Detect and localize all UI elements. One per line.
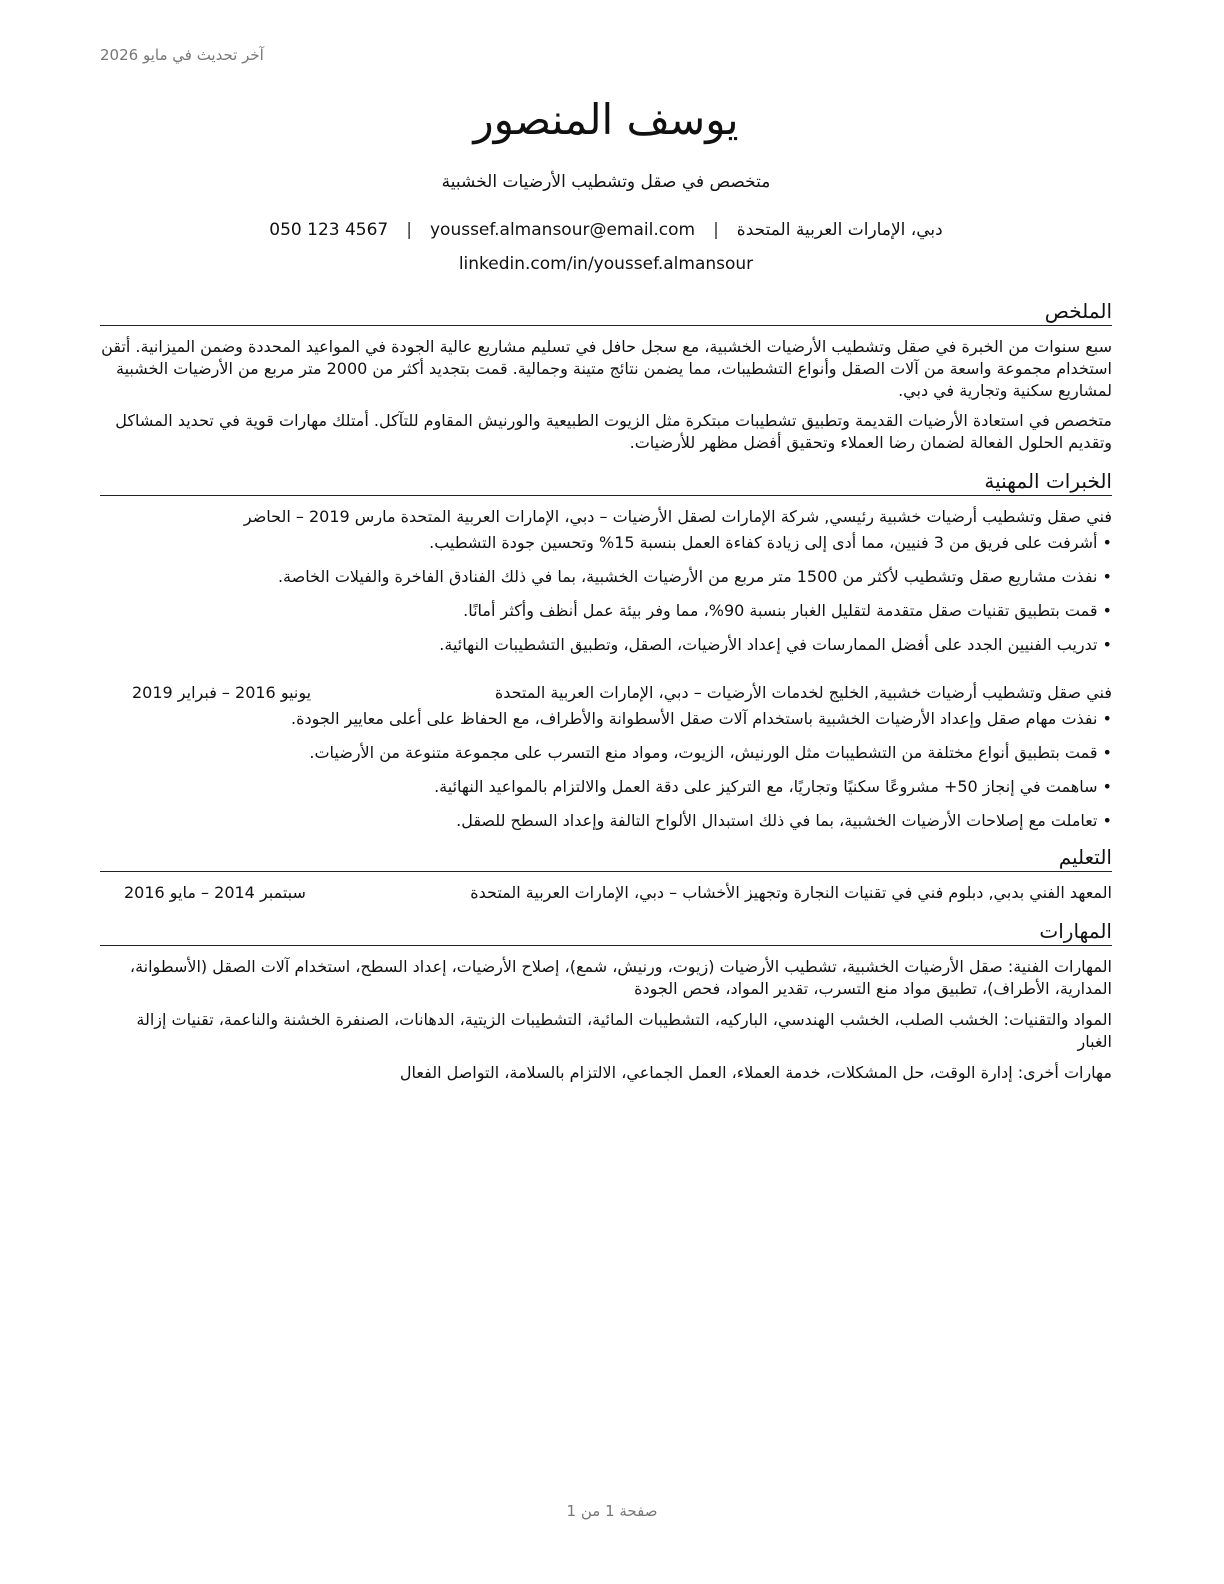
page-number: صفحة 1 من 1 [566,1502,658,1520]
contact-location: دبي، الإمارات العربية المتحدة [736,220,943,240]
job-bullet: • أشرفت على فريق من 3 فنيين، مما أدى إلى زيادة كفاءة العمل بنسبة 15% وتحسين جودة التشطيب. [100,532,1112,554]
job-dates: يونيو 2016 – فبراير 2019 [132,683,312,702]
summary-paragraph: متخصص في استعادة الأرضيات القديمة وتطبيق تشطيبات مبتكرة مثل الزيوت الطبيعية والورنيش المقاوم للتآكل. أمتلك مهارات قوية في تحديد المشاكل وتقديم الحلول الفعالة لضمان رضا العملاء وتحقيق أفضل مظهر للأرضيات. [115,411,1112,452]
skills-line: المهارات الفنية: صقل الأرضيات الخشبية، تشطيب الأرضيات (زيوت، ورنيش، شمع)، إصلاح الأرضيات، إعداد السطح، استخدام آلات الصقل (الأسطوانة، المدارية، الأطراف)، تطبيق مواد منع التسرب، تقدير المواد، فحص الجودة [129,957,1112,998]
job-entry [100,506,1112,656]
section-heading-education: التعليم [100,844,1112,872]
summary-paragraph: سبع سنوات من الخبرة في صقل وتشطيب الأرضيات الخشبية، مع سجل حافل في تسليم مشاريع عالية الجودة في المواعيد المحددة وضمن الميزانية. أتقن استخدام مجموعة واسعة من آلات الصقل وأنواع التشطيبات، مما يضمن نتائج متينة وجمالية. قمت بتجديد أكثر من 2000 متر مربع من الأرضيات الخشبية لمشاريع سكنية وتجارية في دبي. [101,337,1112,400]
section-heading-experience: الخبرات المهنية [100,468,1112,496]
candidate-name: يوسف المنصور [473,95,739,144]
job-bullet: • قمت بتطبيق تقنيات صقل متقدمة لتقليل الغبار بنسبة 90%، مما وفر بيئة عمل أنظف وأكثر أمانًا. [100,600,1112,622]
job-bullet: • قمت بتطبيق أنواع مختلفة من التشطيبات مثل الورنيش، الزيوت، ومواد منع التسرب على مجموعة متنوعة من الأرضيات. [100,742,1112,764]
job-header [100,682,1112,704]
contact-separator: | [713,220,719,240]
job-bullets [100,708,1112,832]
job-bullets [100,532,1112,656]
section-heading-skills: المهارات [100,918,1112,946]
job-bullet: • تدريب الفنيين الجدد على أفضل الممارسات في إعداد الأرضيات، الصقل، وتطبيق التشطيبات النهائية. [100,634,1112,656]
job-header: فني صقل وتشطيب أرضيات خشبية رئيسي, شركة الإمارات لصقل الأرضيات – دبي، الإمارات العربية المتحدة مارس 2019 – الحاضر [243,507,1112,526]
contact-linkedin[interactable]: linkedin.com/in/youssef.almansour [458,254,754,274]
contact-phone: 050 123 4567 [269,220,389,240]
skills-line: مهارات أخرى: إدارة الوقت، حل المشكلات، خدمة العملاء، العمل الجماعي، الالتزام بالسلامة، التواصل الفعال [399,1063,1112,1082]
section-heading-summary: الملخص [100,298,1112,326]
job-bullet: • نفذت مهام صقل وإعداد الأرضيات الخشبية باستخدام آلات صقل الأسطوانة والأطراف، مع الحفاظ على أعلى معايير الجودة. [100,708,1112,730]
contact-email[interactable]: youssef.almansour@email.com [429,220,696,240]
job-bullet: • نفذت مشاريع صقل وتشطيب لأكثر من 1500 متر مربع من الأرضيات الخشبية، بما في ذلك الفنادق الفاخرة والفيلات الخاصة. [100,566,1112,588]
job-entry [100,682,1112,832]
education-institution: المعهد الفني بدبي, دبلوم فني في تقنيات النجارة وتجهيز الأخشاب – دبي، الإمارات العربية المتحدة [470,883,1112,902]
candidate-title: متخصص في صقل وتشطيب الأرضيات الخشبية [441,172,771,192]
last-updated-note: آخر تحديث في مايو 2026 [100,46,264,64]
job-bullet: • تعاملت مع إصلاحات الأرضيات الخشبية، بما في ذلك استبدال الألواح التالفة وإعداد السطح للصقل. [100,810,1112,832]
resume-page [100,90,1112,1093]
contact-line [100,218,1112,242]
education-dates: سبتمبر 2014 – مايو 2016 [124,883,306,902]
job-bullet: • ساهمت في إنجاز 50+ مشروعًا سكنيًا وتجاريًا، مع التركيز على دقة العمل والالتزام بالمواعيد النهائية. [100,776,1112,798]
skills-line: المواد والتقنيات: الخشب الصلب، الخشب الهندسي، الباركيه، التشطيبات المائية، التشطيبات الزيتية، الدهانات، الصنفرة الخشنة والناعمة، تقنيات إزالة الغبار [136,1010,1112,1051]
education-entry [100,882,1112,904]
contact-separator: | [406,220,412,240]
job-role-company: فني صقل وتشطيب أرضيات خشبية, الخليج لخدمات الأرضيات – دبي، الإمارات العربية المتحدة [494,683,1112,702]
